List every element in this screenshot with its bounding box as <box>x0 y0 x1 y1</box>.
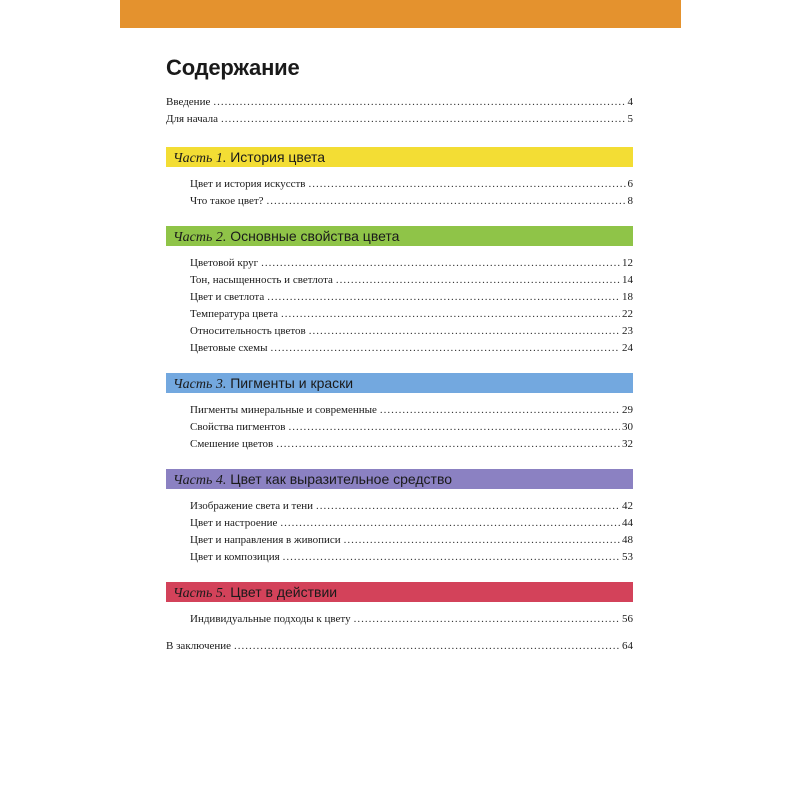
dot-leader <box>288 419 620 436</box>
part-title: Цвет в действии <box>230 584 338 600</box>
part-2-header[interactable] <box>166 226 633 246</box>
part-number: Часть 1. <box>173 151 227 166</box>
dot-leader <box>276 436 620 453</box>
toc-entry[interactable] <box>166 323 633 340</box>
toc-entry-label: Пигменты минеральные и современные <box>190 404 377 416</box>
part-number: Часть 5. <box>173 586 227 601</box>
toc-entry-label: Введение <box>166 96 211 108</box>
toc-entry[interactable] <box>166 176 633 193</box>
toc-page-number: 24 <box>622 342 633 354</box>
part-5-section <box>166 582 633 628</box>
toc-entry[interactable] <box>166 611 633 628</box>
toc-entry-label: Цветовой круг <box>190 257 259 269</box>
intro-section <box>166 94 633 128</box>
toc-page-number: 29 <box>622 404 633 416</box>
dot-leader <box>267 289 620 306</box>
part-1-section <box>166 147 633 210</box>
part-3-section <box>166 373 633 453</box>
part-title: Цвет как выразительное средство <box>230 471 453 487</box>
top-color-bar <box>120 0 681 28</box>
toc-entry-label: Свойства пигментов <box>190 421 286 433</box>
part-number: Часть 4. <box>173 473 227 488</box>
dot-leader <box>271 340 620 357</box>
toc-entry-label: Индивидуальные подходы к цвету <box>190 613 351 625</box>
dot-leader <box>380 402 620 419</box>
toc-entry-label: В заключение <box>166 640 232 652</box>
page-title: Содержание <box>166 55 300 80</box>
dot-leader <box>336 272 620 289</box>
toc-entry-label: Смешение цветов <box>190 438 274 450</box>
toc-entry-label: Изображение света и тени <box>190 500 314 512</box>
dot-leader <box>309 323 620 340</box>
part-title: Пигменты и краски <box>230 375 354 391</box>
toc-page-number: 53 <box>622 551 633 563</box>
toc-entry[interactable] <box>166 419 633 436</box>
toc-page-number: 6 <box>627 178 633 190</box>
dot-leader <box>280 515 620 532</box>
toc-page-number: 12 <box>622 257 633 269</box>
dot-leader <box>281 306 620 323</box>
toc-page-number: 8 <box>627 195 633 207</box>
toc-entry-label: Цвет и история искусств <box>190 178 306 190</box>
toc-entry-introduction[interactable] <box>166 94 633 111</box>
part-title: Основные свойства цвета <box>230 228 400 244</box>
toc-entry[interactable] <box>166 436 633 453</box>
dot-leader <box>261 255 620 272</box>
part-number: Часть 2. <box>173 230 227 245</box>
part-2-section <box>166 226 633 357</box>
toc-page-number: 5 <box>627 113 633 125</box>
toc-entry-label: Цвет и настроение <box>190 517 278 529</box>
dot-leader <box>354 611 620 628</box>
dot-leader <box>344 532 620 549</box>
toc-entry-conclusion[interactable] <box>166 638 633 655</box>
toc-entry-label: Цвет и светлота <box>190 291 265 303</box>
toc-page-number: 48 <box>622 534 633 546</box>
toc-entry-label: Тон, насыщенность и светлота <box>190 274 333 286</box>
toc-page-number: 4 <box>627 96 633 108</box>
part-4-section <box>166 469 633 566</box>
toc-page-number: 44 <box>622 517 633 529</box>
toc-entry[interactable] <box>166 272 633 289</box>
toc-page-number: 18 <box>622 291 633 303</box>
toc-page-number: 64 <box>622 640 633 652</box>
toc-page-number: 42 <box>622 500 633 512</box>
dot-leader <box>267 193 626 210</box>
toc-entry[interactable] <box>166 340 633 357</box>
dot-leader <box>221 111 625 128</box>
part-1-header[interactable] <box>166 147 633 167</box>
toc-entry[interactable] <box>166 193 633 210</box>
toc-page-number: 30 <box>622 421 633 433</box>
toc-entry[interactable] <box>166 402 633 419</box>
toc-entry[interactable] <box>166 515 633 532</box>
toc-entry[interactable] <box>166 498 633 515</box>
part-title: История цвета <box>230 149 326 165</box>
toc-page-number: 56 <box>622 613 633 625</box>
toc-entry-label: Для начала <box>166 113 219 125</box>
toc-entry[interactable] <box>166 255 633 272</box>
table-of-contents <box>166 54 633 655</box>
toc-entry-label: Относительность цветов <box>190 325 306 337</box>
part-3-header[interactable] <box>166 373 633 393</box>
toc-page-number: 22 <box>622 308 633 320</box>
toc-entry-label: Что такое цвет? <box>190 195 264 207</box>
toc-page-number: 23 <box>622 325 633 337</box>
dot-leader <box>283 549 620 566</box>
part-4-header[interactable] <box>166 469 633 489</box>
toc-entry-label: Температура цвета <box>190 308 279 320</box>
toc-entry-label: Цвет и направления в живописи <box>190 534 341 546</box>
dot-leader <box>316 498 620 515</box>
toc-entry-label: Цветовые схемы <box>190 342 268 354</box>
part-5-header[interactable] <box>166 582 633 602</box>
toc-entry-label: Цвет и композиция <box>190 551 280 563</box>
toc-entry[interactable] <box>166 306 633 323</box>
dot-leader <box>234 638 620 655</box>
dot-leader <box>309 176 626 193</box>
dot-leader <box>213 94 625 111</box>
toc-entry[interactable] <box>166 532 633 549</box>
toc-page-number: 32 <box>622 438 633 450</box>
toc-page-number: 14 <box>622 274 633 286</box>
toc-entry[interactable] <box>166 289 633 306</box>
part-number: Часть 3. <box>173 377 227 392</box>
toc-entry-getting-started[interactable] <box>166 111 633 128</box>
toc-entry[interactable] <box>166 549 633 566</box>
